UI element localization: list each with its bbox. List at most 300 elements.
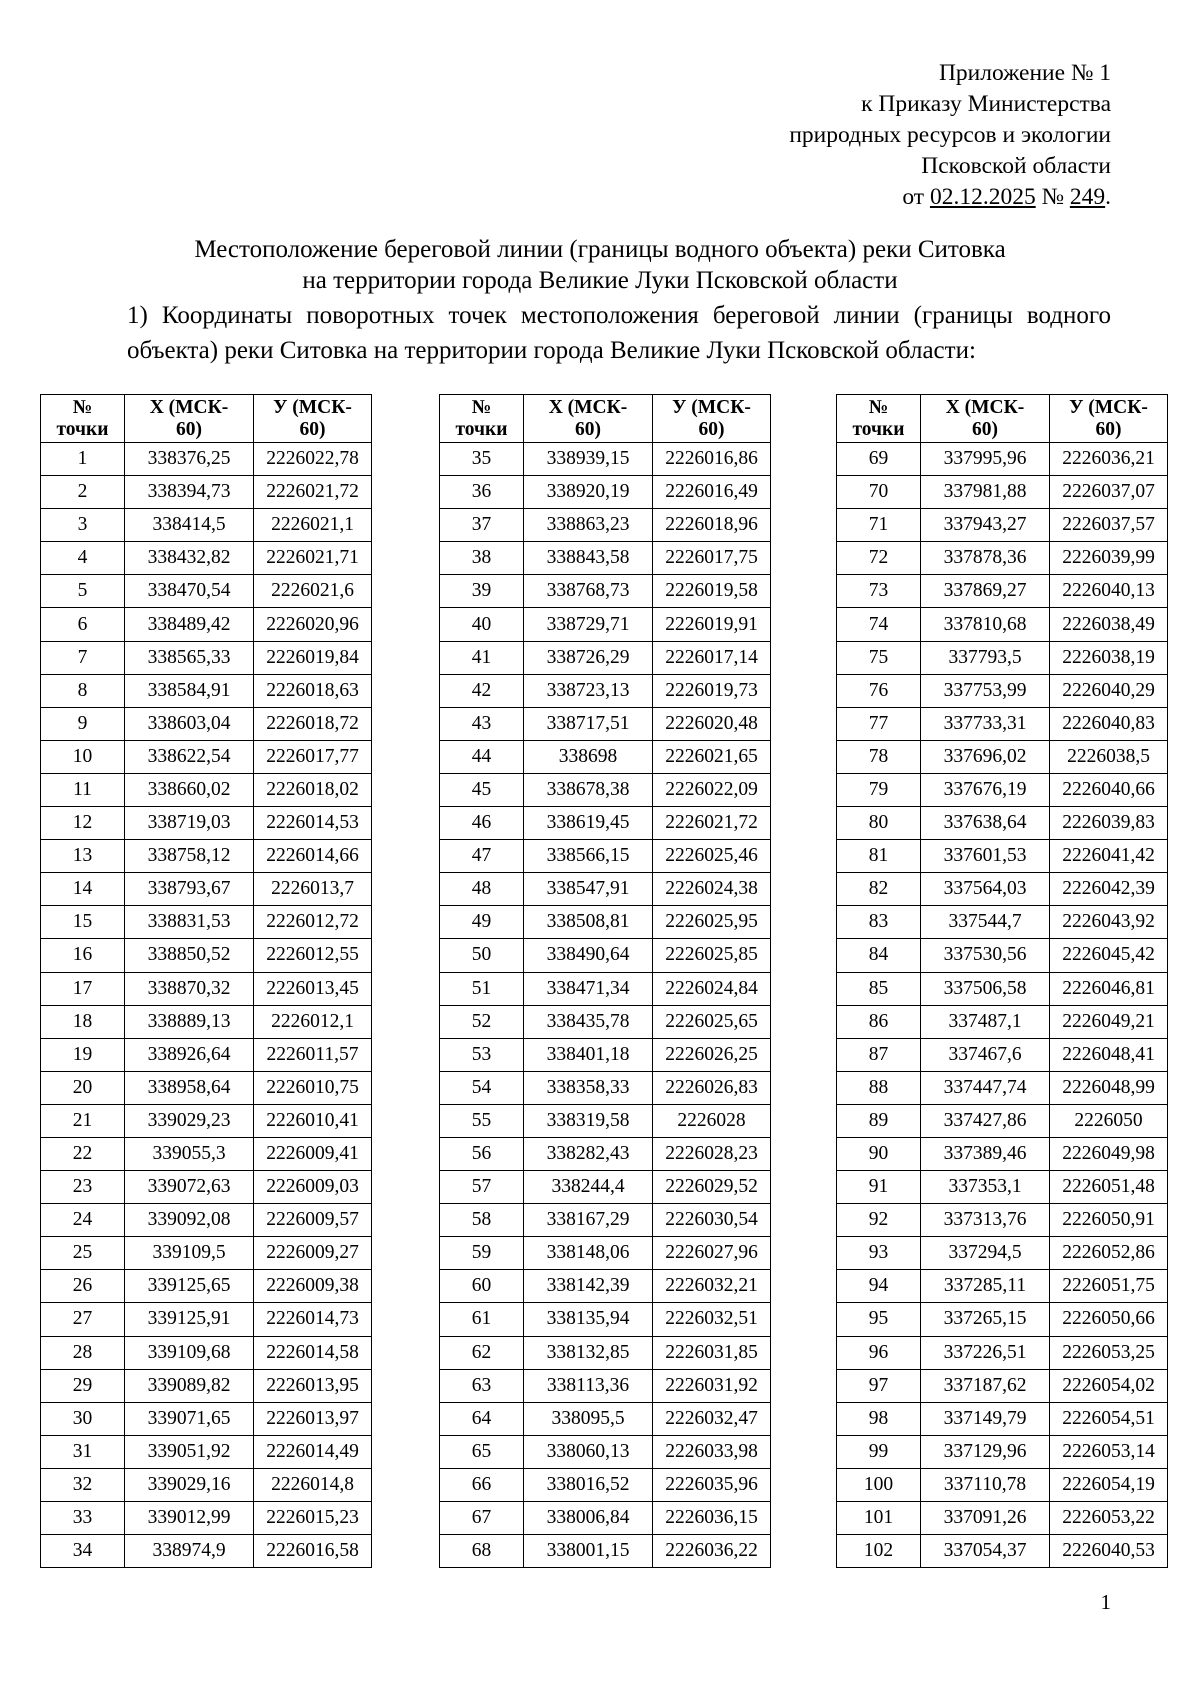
page-number: 1 <box>1100 1590 1111 1614</box>
cell-point-number: 51 <box>440 972 524 1005</box>
cell-x-coordinate: 338863,23 <box>524 509 653 542</box>
table-row <box>440 972 771 1005</box>
table-row <box>837 707 1168 740</box>
cell-x-coordinate: 337753,99 <box>921 674 1050 707</box>
table-row <box>41 1038 372 1071</box>
cell-point-number: 83 <box>837 906 921 939</box>
cell-x-coordinate: 337294,5 <box>921 1237 1050 1270</box>
cell-point-number: 58 <box>440 1204 524 1237</box>
document-title <box>0 234 1200 296</box>
cell-x-coordinate: 337389,46 <box>921 1137 1050 1170</box>
cell-y-coordinate: 2226021,6 <box>254 575 372 608</box>
cell-x-coordinate: 338001,15 <box>524 1535 653 1568</box>
cell-point-number: 43 <box>440 707 524 740</box>
order-number: 249 <box>1069 184 1106 210</box>
cell-point-number: 38 <box>440 542 524 575</box>
cell-x-coordinate: 338148,06 <box>524 1237 653 1270</box>
cell-y-coordinate: 2226025,46 <box>653 840 771 873</box>
cell-y-coordinate: 2226026,25 <box>653 1038 771 1071</box>
cell-point-number: 29 <box>41 1369 125 1402</box>
table-row <box>837 1435 1168 1468</box>
cell-y-coordinate: 2226040,53 <box>1050 1535 1168 1568</box>
cell-x-coordinate: 337226,51 <box>921 1336 1050 1369</box>
cell-y-coordinate: 2226032,21 <box>653 1270 771 1303</box>
cell-y-coordinate: 2226009,38 <box>254 1270 372 1303</box>
header-point-number: № точки <box>41 395 125 443</box>
cell-point-number: 10 <box>41 740 125 773</box>
cell-y-coordinate: 2226043,92 <box>1050 906 1168 939</box>
cell-point-number: 24 <box>41 1204 125 1237</box>
cell-x-coordinate: 337110,78 <box>921 1468 1050 1501</box>
cell-x-coordinate: 339125,65 <box>125 1270 254 1303</box>
cell-y-coordinate: 2226017,75 <box>653 542 771 575</box>
cell-y-coordinate: 2226031,85 <box>653 1336 771 1369</box>
cell-x-coordinate: 338926,64 <box>125 1038 254 1071</box>
cell-y-coordinate: 2226026,83 <box>653 1071 771 1104</box>
table-row <box>837 840 1168 873</box>
cell-x-coordinate: 338723,13 <box>524 674 653 707</box>
table-row <box>837 1237 1168 1270</box>
cell-x-coordinate: 338016,52 <box>524 1468 653 1501</box>
cell-y-coordinate: 2226053,22 <box>1050 1502 1168 1535</box>
annex-line-4: Псковской области <box>921 153 1111 179</box>
table-row <box>41 773 372 806</box>
cell-point-number: 92 <box>837 1204 921 1237</box>
cell-x-coordinate: 338678,38 <box>524 773 653 806</box>
cell-point-number: 40 <box>440 608 524 641</box>
title-line-1: Местоположение береговой линии (границы водного объекта) реки Ситовка <box>194 236 1006 263</box>
cell-point-number: 34 <box>41 1535 125 1568</box>
cell-point-number: 78 <box>837 740 921 773</box>
cell-y-coordinate: 2226009,41 <box>254 1137 372 1170</box>
table-row <box>41 1303 372 1336</box>
cell-y-coordinate: 2226038,19 <box>1050 641 1168 674</box>
cell-y-coordinate: 2226053,14 <box>1050 1435 1168 1468</box>
cell-y-coordinate: 2226040,66 <box>1050 773 1168 806</box>
cell-x-coordinate: 338113,36 <box>524 1369 653 1402</box>
cell-y-coordinate: 2226018,63 <box>254 674 372 707</box>
annex-line-1: Приложение № 1 <box>938 60 1111 86</box>
cell-x-coordinate: 338726,29 <box>524 641 653 674</box>
cell-point-number: 84 <box>837 939 921 972</box>
table-row <box>440 575 771 608</box>
cell-point-number: 53 <box>440 1038 524 1071</box>
table-row <box>440 1237 771 1270</box>
cell-x-coordinate: 337733,31 <box>921 707 1050 740</box>
table-row <box>41 1369 372 1402</box>
table-row <box>837 1369 1168 1402</box>
cell-point-number: 17 <box>41 972 125 1005</box>
cell-y-coordinate: 2226021,71 <box>254 542 372 575</box>
table-row <box>837 1171 1168 1204</box>
cell-y-coordinate: 2226050 <box>1050 1104 1168 1137</box>
header-y-coordinate: У (МСК- 60) <box>1050 395 1168 443</box>
cell-y-coordinate: 2226048,41 <box>1050 1038 1168 1071</box>
cell-x-coordinate: 338471,34 <box>524 972 653 1005</box>
table-row <box>837 641 1168 674</box>
cell-point-number: 74 <box>837 608 921 641</box>
cell-y-coordinate: 2226038,5 <box>1050 740 1168 773</box>
cell-y-coordinate: 2226025,65 <box>653 1005 771 1038</box>
table-row <box>41 1171 372 1204</box>
table-row <box>837 608 1168 641</box>
cell-y-coordinate: 2226024,84 <box>653 972 771 1005</box>
cell-point-number: 37 <box>440 509 524 542</box>
cell-x-coordinate: 339071,65 <box>125 1402 254 1435</box>
cell-x-coordinate: 339072,63 <box>125 1171 254 1204</box>
title-line-2: на территории города Великие Луки Псковской области <box>302 267 898 294</box>
cell-x-coordinate: 339029,16 <box>125 1468 254 1501</box>
cell-y-coordinate: 2226014,73 <box>254 1303 372 1336</box>
cell-x-coordinate: 338565,33 <box>125 641 254 674</box>
date-suffix: . <box>1105 184 1111 210</box>
cell-x-coordinate: 338870,32 <box>125 972 254 1005</box>
cell-x-coordinate: 337054,37 <box>921 1535 1050 1568</box>
cell-x-coordinate: 337427,86 <box>921 1104 1050 1137</box>
table-row <box>440 1336 771 1369</box>
cell-y-coordinate: 2226012,72 <box>254 906 372 939</box>
table-row <box>440 1468 771 1501</box>
cell-point-number: 85 <box>837 972 921 1005</box>
cell-x-coordinate: 337313,76 <box>921 1204 1050 1237</box>
cell-point-number: 2 <box>41 476 125 509</box>
cell-x-coordinate: 338135,94 <box>524 1303 653 1336</box>
table-row <box>41 575 372 608</box>
cell-y-coordinate: 2226041,42 <box>1050 840 1168 873</box>
cell-x-coordinate: 337447,74 <box>921 1071 1050 1104</box>
cell-x-coordinate: 338142,39 <box>524 1270 653 1303</box>
table-row <box>440 1005 771 1038</box>
cell-x-coordinate: 338401,18 <box>524 1038 653 1071</box>
cell-x-coordinate: 338831,53 <box>125 906 254 939</box>
cell-x-coordinate: 338244,4 <box>524 1171 653 1204</box>
cell-x-coordinate: 338319,58 <box>524 1104 653 1137</box>
cell-x-coordinate: 337878,36 <box>921 542 1050 575</box>
table-row <box>440 1535 771 1568</box>
cell-point-number: 36 <box>440 476 524 509</box>
cell-x-coordinate: 337696,02 <box>921 740 1050 773</box>
cell-y-coordinate: 2226019,91 <box>653 608 771 641</box>
cell-point-number: 1 <box>41 443 125 476</box>
cell-x-coordinate: 338619,45 <box>524 807 653 840</box>
cell-point-number: 21 <box>41 1104 125 1137</box>
cell-point-number: 79 <box>837 773 921 806</box>
cell-point-number: 32 <box>41 1468 125 1501</box>
table-row <box>837 674 1168 707</box>
table-row <box>440 1204 771 1237</box>
cell-y-coordinate: 2226040,83 <box>1050 707 1168 740</box>
table-row <box>440 1303 771 1336</box>
cell-point-number: 59 <box>440 1237 524 1270</box>
table-row <box>440 1171 771 1204</box>
table-row <box>837 1336 1168 1369</box>
cell-point-number: 91 <box>837 1171 921 1204</box>
cell-point-number: 18 <box>41 1005 125 1038</box>
cell-y-coordinate: 2226018,02 <box>254 773 372 806</box>
header-point-number: № точки <box>440 395 524 443</box>
cell-x-coordinate: 339109,5 <box>125 1237 254 1270</box>
cell-x-coordinate: 338603,04 <box>125 707 254 740</box>
cell-y-coordinate: 2226016,58 <box>254 1535 372 1568</box>
table-row <box>837 939 1168 972</box>
table-row <box>837 509 1168 542</box>
table-row <box>837 1402 1168 1435</box>
cell-x-coordinate: 339125,91 <box>125 1303 254 1336</box>
cell-point-number: 15 <box>41 906 125 939</box>
cell-x-coordinate: 338358,33 <box>524 1071 653 1104</box>
cell-y-coordinate: 2226051,75 <box>1050 1270 1168 1303</box>
cell-y-coordinate: 2226013,7 <box>254 873 372 906</box>
table-row <box>837 972 1168 1005</box>
table-row <box>837 443 1168 476</box>
table-row <box>440 1071 771 1104</box>
cell-y-coordinate: 2226027,96 <box>653 1237 771 1270</box>
table-row <box>837 1104 1168 1137</box>
cell-x-coordinate: 337793,5 <box>921 641 1050 674</box>
table-row <box>41 641 372 674</box>
header-y-coordinate: У (МСК- 60) <box>254 395 372 443</box>
table-row <box>440 773 771 806</box>
table-row <box>440 707 771 740</box>
cell-y-coordinate: 2226054,19 <box>1050 1468 1168 1501</box>
cell-point-number: 102 <box>837 1535 921 1568</box>
cell-x-coordinate: 338660,02 <box>125 773 254 806</box>
cell-point-number: 9 <box>41 707 125 740</box>
cell-y-coordinate: 2226025,95 <box>653 906 771 939</box>
cell-x-coordinate: 338758,12 <box>125 840 254 873</box>
cell-point-number: 44 <box>440 740 524 773</box>
table-row <box>41 740 372 773</box>
table-row <box>41 707 372 740</box>
table-row <box>440 939 771 972</box>
table-row <box>41 1468 372 1501</box>
table-row <box>41 1005 372 1038</box>
table-row <box>440 840 771 873</box>
table-row <box>837 1204 1168 1237</box>
cell-x-coordinate: 337467,6 <box>921 1038 1050 1071</box>
annex-line-3: природных ресурсов и экологии <box>789 122 1111 148</box>
cell-point-number: 20 <box>41 1071 125 1104</box>
cell-point-number: 77 <box>837 707 921 740</box>
table-row <box>41 1535 372 1568</box>
cell-x-coordinate: 339029,23 <box>125 1104 254 1137</box>
cell-point-number: 99 <box>837 1435 921 1468</box>
cell-x-coordinate: 337149,79 <box>921 1402 1050 1435</box>
cell-y-coordinate: 2226014,53 <box>254 807 372 840</box>
cell-y-coordinate: 2226040,13 <box>1050 575 1168 608</box>
cell-point-number: 39 <box>440 575 524 608</box>
cell-point-number: 75 <box>837 641 921 674</box>
table-row <box>41 476 372 509</box>
cell-x-coordinate: 338889,13 <box>125 1005 254 1038</box>
table-row <box>41 1502 372 1535</box>
cell-y-coordinate: 2226010,75 <box>254 1071 372 1104</box>
cell-x-coordinate: 338698 <box>524 740 653 773</box>
cell-point-number: 31 <box>41 1435 125 1468</box>
cell-point-number: 54 <box>440 1071 524 1104</box>
cell-y-coordinate: 2226011,57 <box>254 1038 372 1071</box>
cell-point-number: 46 <box>440 807 524 840</box>
cell-x-coordinate: 338939,15 <box>524 443 653 476</box>
cell-point-number: 76 <box>837 674 921 707</box>
cell-x-coordinate: 338432,82 <box>125 542 254 575</box>
table-row <box>41 1336 372 1369</box>
cell-point-number: 70 <box>837 476 921 509</box>
cell-x-coordinate: 338729,71 <box>524 608 653 641</box>
table-row <box>440 873 771 906</box>
table-row <box>837 740 1168 773</box>
table-row <box>440 542 771 575</box>
cell-y-coordinate: 2226021,65 <box>653 740 771 773</box>
table-row <box>41 509 372 542</box>
table-row <box>440 807 771 840</box>
cell-y-coordinate: 2226036,15 <box>653 1502 771 1535</box>
cell-y-coordinate: 2226039,83 <box>1050 807 1168 840</box>
cell-x-coordinate: 338920,19 <box>524 476 653 509</box>
cell-x-coordinate: 337810,68 <box>921 608 1050 641</box>
table-row <box>41 1104 372 1137</box>
header-point-number: № точки <box>837 395 921 443</box>
cell-point-number: 45 <box>440 773 524 806</box>
cell-x-coordinate: 338095,5 <box>524 1402 653 1435</box>
cell-y-coordinate: 2226045,42 <box>1050 939 1168 972</box>
cell-point-number: 81 <box>837 840 921 873</box>
cell-point-number: 61 <box>440 1303 524 1336</box>
cell-point-number: 23 <box>41 1171 125 1204</box>
cell-x-coordinate: 338843,58 <box>524 542 653 575</box>
cell-x-coordinate: 337943,27 <box>921 509 1050 542</box>
cell-x-coordinate: 337129,96 <box>921 1435 1050 1468</box>
cell-point-number: 98 <box>837 1402 921 1435</box>
cell-y-coordinate: 2226022,09 <box>653 773 771 806</box>
cell-point-number: 56 <box>440 1137 524 1170</box>
cell-point-number: 19 <box>41 1038 125 1071</box>
header-y-coordinate: У (МСК- 60) <box>653 395 771 443</box>
cell-point-number: 65 <box>440 1435 524 1468</box>
cell-x-coordinate: 339055,3 <box>125 1137 254 1170</box>
cell-point-number: 66 <box>440 1468 524 1501</box>
cell-y-coordinate: 2226039,99 <box>1050 542 1168 575</box>
cell-x-coordinate: 337487,1 <box>921 1005 1050 1038</box>
cell-y-coordinate: 2226016,86 <box>653 443 771 476</box>
date-prefix: от <box>902 184 930 210</box>
cell-point-number: 3 <box>41 509 125 542</box>
table-row <box>440 906 771 939</box>
table-row <box>41 542 372 575</box>
table-row <box>440 608 771 641</box>
cell-y-coordinate: 2226018,72 <box>254 707 372 740</box>
cell-point-number: 82 <box>837 873 921 906</box>
cell-y-coordinate: 2226054,51 <box>1050 1402 1168 1435</box>
annex-date-line <box>711 182 1111 213</box>
cell-x-coordinate: 338793,67 <box>125 873 254 906</box>
table-row <box>440 509 771 542</box>
cell-y-coordinate: 2226050,66 <box>1050 1303 1168 1336</box>
cell-point-number: 41 <box>440 641 524 674</box>
cell-point-number: 93 <box>837 1237 921 1270</box>
table-row <box>837 1502 1168 1535</box>
cell-x-coordinate: 337601,53 <box>921 840 1050 873</box>
cell-x-coordinate: 337285,11 <box>921 1270 1050 1303</box>
table-row <box>837 1071 1168 1104</box>
cell-x-coordinate: 339012,99 <box>125 1502 254 1535</box>
cell-y-coordinate: 2226048,99 <box>1050 1071 1168 1104</box>
table-row <box>41 1270 372 1303</box>
table-row <box>837 873 1168 906</box>
cell-y-coordinate: 2226046,81 <box>1050 972 1168 1005</box>
cell-y-coordinate: 2226019,73 <box>653 674 771 707</box>
cell-point-number: 42 <box>440 674 524 707</box>
cell-point-number: 62 <box>440 1336 524 1369</box>
table-row <box>440 674 771 707</box>
table-row <box>837 807 1168 840</box>
coordinates-table-2 <box>439 394 771 1568</box>
annex-line-2: к Приказу Министерства <box>861 91 1111 117</box>
cell-y-coordinate: 2226040,29 <box>1050 674 1168 707</box>
cell-point-number: 27 <box>41 1303 125 1336</box>
cell-y-coordinate: 2226019,84 <box>254 641 372 674</box>
number-prefix: № <box>1035 184 1070 210</box>
cell-y-coordinate: 2226031,92 <box>653 1369 771 1402</box>
cell-y-coordinate: 2226035,96 <box>653 1468 771 1501</box>
cell-point-number: 73 <box>837 575 921 608</box>
cell-y-coordinate: 2226024,38 <box>653 873 771 906</box>
cell-x-coordinate: 337091,26 <box>921 1502 1050 1535</box>
table-row <box>440 1435 771 1468</box>
cell-y-coordinate: 2226013,95 <box>254 1369 372 1402</box>
cell-point-number: 8 <box>41 674 125 707</box>
cell-x-coordinate: 338974,9 <box>125 1535 254 1568</box>
table-row <box>440 1402 771 1435</box>
cell-point-number: 4 <box>41 542 125 575</box>
cell-x-coordinate: 338719,03 <box>125 807 254 840</box>
cell-point-number: 80 <box>837 807 921 840</box>
table-row <box>837 1137 1168 1170</box>
cell-point-number: 6 <box>41 608 125 641</box>
cell-y-coordinate: 2226042,39 <box>1050 873 1168 906</box>
cell-point-number: 14 <box>41 873 125 906</box>
cell-y-coordinate: 2226036,21 <box>1050 443 1168 476</box>
cell-y-coordinate: 2226025,85 <box>653 939 771 972</box>
cell-x-coordinate: 338282,43 <box>524 1137 653 1170</box>
cell-point-number: 11 <box>41 773 125 806</box>
cell-x-coordinate: 338167,29 <box>524 1204 653 1237</box>
cell-y-coordinate: 2226032,47 <box>653 1402 771 1435</box>
cell-y-coordinate: 2226014,49 <box>254 1435 372 1468</box>
cell-point-number: 33 <box>41 1502 125 1535</box>
table-row <box>41 972 372 1005</box>
cell-y-coordinate: 2226022,78 <box>254 443 372 476</box>
cell-y-coordinate: 2226032,51 <box>653 1303 771 1336</box>
table-row <box>41 443 372 476</box>
cell-y-coordinate: 2226014,58 <box>254 1336 372 1369</box>
table-row <box>440 476 771 509</box>
table-row <box>440 1502 771 1535</box>
table-row <box>41 939 372 972</box>
table-row <box>440 1038 771 1071</box>
cell-y-coordinate: 2226021,72 <box>653 807 771 840</box>
cell-x-coordinate: 338850,52 <box>125 939 254 972</box>
cell-point-number: 89 <box>837 1104 921 1137</box>
cell-x-coordinate: 337506,58 <box>921 972 1050 1005</box>
cell-point-number: 48 <box>440 873 524 906</box>
cell-x-coordinate: 337265,15 <box>921 1303 1050 1336</box>
cell-point-number: 25 <box>41 1237 125 1270</box>
cell-point-number: 5 <box>41 575 125 608</box>
cell-point-number: 60 <box>440 1270 524 1303</box>
cell-point-number: 101 <box>837 1502 921 1535</box>
cell-x-coordinate: 337869,27 <box>921 575 1050 608</box>
